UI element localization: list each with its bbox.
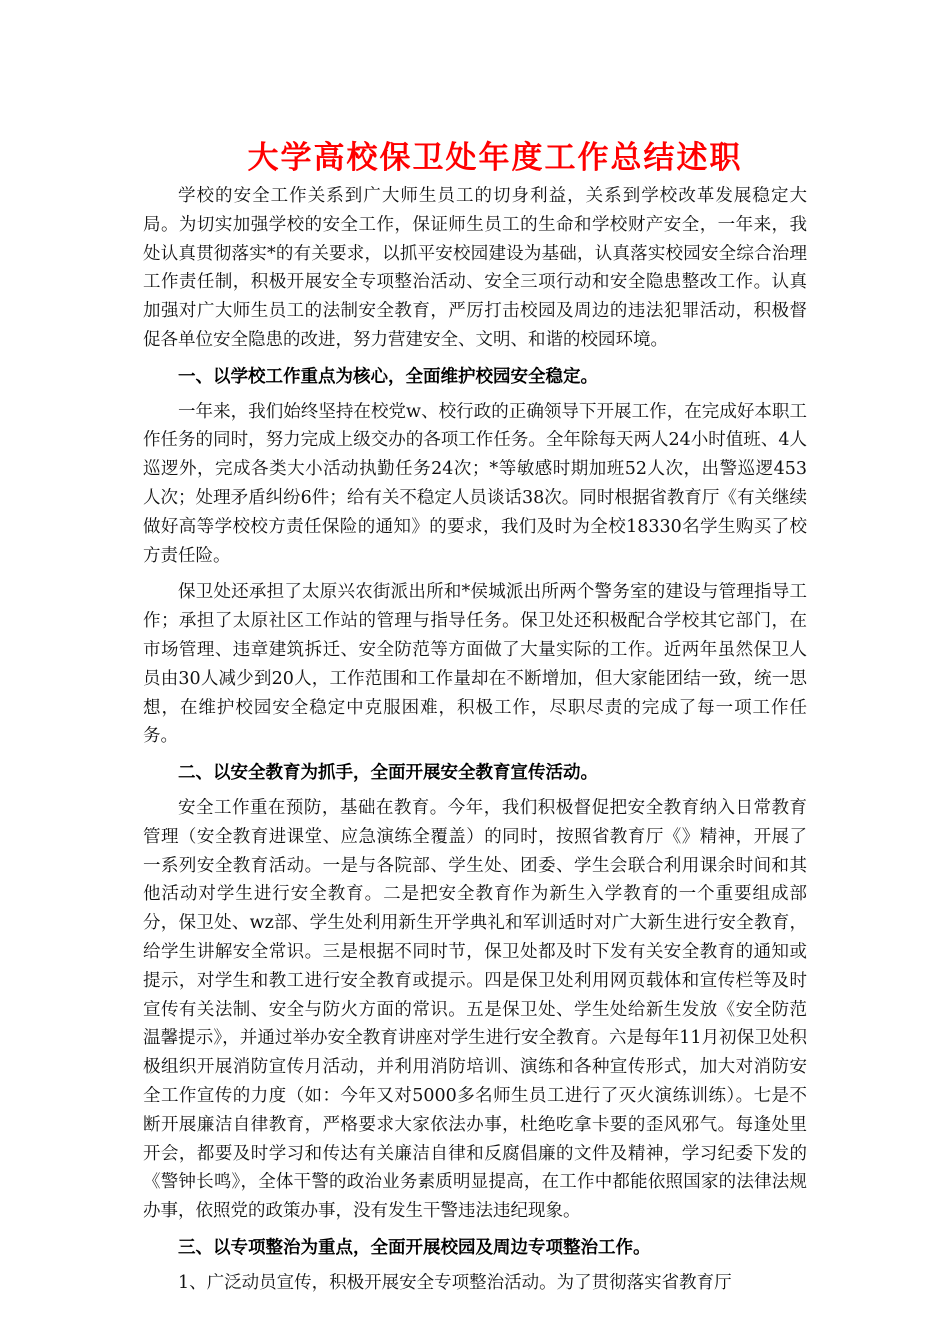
paragraph: 1、广泛动员宣传，积极开展安全专项整治活动。为了贯彻落实省教育厅	[178, 1272, 732, 1293]
section-heading-2: 二、以安全教育为抓手，全面开展安全教育宣传活动。	[178, 763, 598, 784]
paragraph: 安全工作重在预防，基础在教育。今年，我们积极督促把安全教育纳入日常教育管理（安全教育进课堂、应急演练全覆盖）的同时，按照省教育厅《》精神，开展了一系列安全教育活动。一是与各院部、学生处、团委、学生会联合利用课余时间和其他活动对学生进行安全教育。二是把安全教育作为新生入学教育的一个重要组成部分，保卫处、wz部、学生处利用新生开学典礼和军训适时对广大新生进行安全教育，给学生讲解安全常识。三是根据不同时节，保卫处都及时下发有关安全教育的通知或提示，对学生和教工进行安全教育或提示。四是保卫处利用网页载体和宣传栏等及时宣传有关法制、安全与防火方面的常识。五是保卫处、学生处给新生发放《安全防范温馨提示》，并通过举办安全教育讲座对学生进行安全教育。六是每年11月初保卫处积极组织开展消防宣传月活动，并利用消防培训、演练和各种宣传形式，加大对消防安全工作宣传的力度（如：今年又对5000多名师生员工进行了灭火演练训练）。七是不断开展廉洁自律教育，严格要求大家依法办事，杜绝吃拿卡要的歪风邪气。每逢处里开会，都要及时学习和传达有关廉洁自律和反腐倡廉的文件及精神，学习纪委下发的《警钟长鸣》，全体干警的政治业务素质明显提高，在工作中都能依照国家的法律法规办事，依照党的政策办事，没有发生干警违法违纪现象。	[143, 797, 807, 1222]
section-heading-1: 一、以学校工作重点为核心，全面维护校园安全稳定。	[178, 366, 598, 387]
section-heading-3: 三、以专项整治为重点，全面开展校园及周边专项整治工作。	[178, 1237, 651, 1258]
document-title: 大学高校保卫处年度工作总结述职	[247, 140, 743, 176]
paragraph-intro: 学校的安全工作关系到广大师生员工的切身利益，关系到学校改革发展稳定大局。为切实加强学校的安全工作，保证师生员工的生命和学校财产安全，一年来，我处认真贯彻落实*的有关要求，以抓平安校园建设为基础，认真落实校园安全综合治理工作责任制，积极开展安全专项整治活动、安全三项行动和安全隐患整改工作。认真加强对广大师生员工的法制安全教育，严厉打击校园及周边的违法犯罪活动，积极督促各单位安全隐患的改进，努力营建安全、文明、和谐的校园环境。	[143, 186, 807, 350]
paragraph: 保卫处还承担了太原兴农街派出所和*侯城派出所两个警务室的建设与管理指导工作；承担了太原社区工作站的管理与指导任务。保卫处还积极配合学校其它部门，在市场管理、违章建筑拆迁、安全防范等方面做了大量实际的工作。近两年虽然保卫人员由30人减少到20人，工作范围和工作量却在不断增加，但大家能团结一致，统一思想，在维护校园安全稳定中克服困难，积极工作，尽职尽责的完成了每一项工作任务。	[143, 582, 807, 747]
document-body	[143, 182, 807, 1305]
paragraph: 一年来，我们始终坚持在校党w、校行政的正确领导下开展工作，在完成好本职工作任务的同时，努力完成上级交办的各项工作任务。全年除每天两人24小时值班、4人巡逻外，完成各类大小活动执勤任务24次；*等敏感时期加班52人次，出警巡逻453人次；处理矛盾纠纷6件；给有关不稳定人员谈话38次。同时根据省教育厅《有关继续做好高等学校校方责任保险的通知》的要求，我们及时为全校18330名学生购买了校方责任险。	[143, 401, 807, 566]
